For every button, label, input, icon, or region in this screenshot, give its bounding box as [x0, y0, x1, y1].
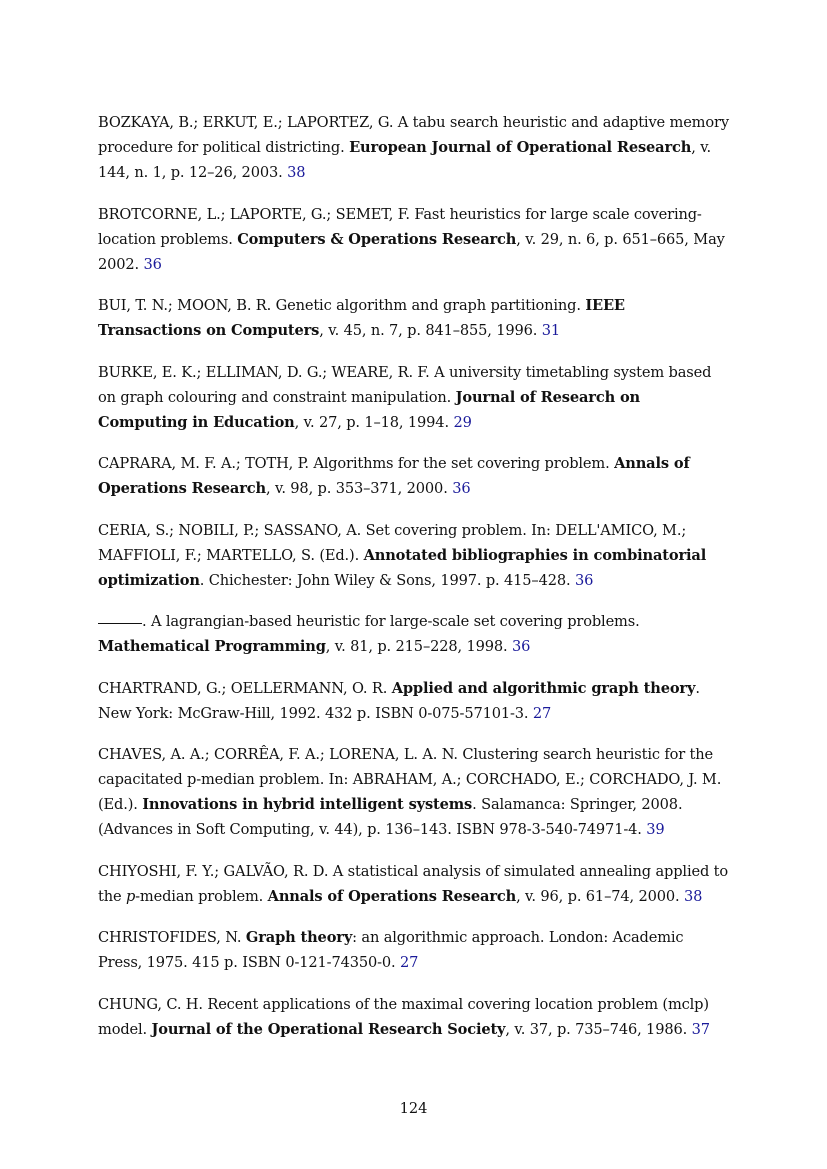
reference-authors-text: CAPRARA, M. F. A.; TOTH, P. Algorithms for the set covering problem.	[98, 455, 615, 472]
reference-authors-text: BUI, T. N.; MOON, B. R. Genetic algorithm and graph partitioning.	[98, 297, 586, 314]
math-symbol-p: p	[125, 887, 136, 905]
reference-details: , v. 96, p. 61–74, 2000.	[516, 887, 684, 905]
reference-book-title: Annotated bibliographies in combinatorial optimization	[98, 546, 707, 589]
reference-details: , v. 81, p. 215–228, 1998.	[325, 638, 512, 655]
reference-entry	[98, 859, 730, 909]
reference-authors-text: BURKE, E. K.; ELLIMAN, D. G.; WEARE, R. F. A university timetabling system based on graph colouring and constraint manipulation.	[98, 363, 712, 406]
reference-entry	[98, 925, 730, 975]
reference-journal-title: Journal of Research on Computing in Education	[98, 388, 641, 431]
back-reference-page-link[interactable]: 36	[512, 638, 531, 655]
reference-authors-text: BROTCORNE, L.; LAPORTE, G.; SEMET, F. Fast heuristics for large scale covering-location problems.	[98, 205, 702, 248]
reference-journal-title: Computers & Operations Research	[237, 230, 517, 248]
back-reference-page-link[interactable]: 31	[541, 322, 561, 339]
reference-details: , v. 144, n. 1, p. 12–26, 2003.	[98, 139, 712, 181]
reference-authors-text: CHAVES, A. A.; CORRÊA, F. A.; LORENA, L. A. N. Clustering search heuristic for the capacitated p-median problem. In: ABRAHAM, A.; CORCHADO, E.; CORCHADO, J. M. (Ed.).	[98, 746, 722, 813]
reference-entry	[98, 742, 730, 842]
back-reference-page-link[interactable]: 36	[143, 255, 162, 273]
page-number: 124	[399, 1100, 428, 1117]
reference-details: : an algorithmic approach. London: Academic Press, 1975. 415 p. ISBN 0-121-74350-0.	[98, 929, 684, 971]
reference-entry	[98, 360, 730, 435]
back-reference-page-link[interactable]: 36	[452, 480, 471, 497]
reference-journal-title: Mathematical Programming	[98, 638, 326, 655]
reference-book-title: Innovations in hybrid intelligent systems	[142, 796, 473, 813]
reference-title-text: -median problem.	[135, 887, 268, 905]
reference-authors-text: CHIYOSHI, F. Y.; GALVÃO, R. D. A statistical analysis of simulated annealing applied to the	[98, 862, 728, 905]
reference-entry	[98, 676, 730, 726]
reference-details: . New York: McGraw-Hill, 1992. 432 p. ISBN 0-075-57101-3.	[98, 679, 700, 722]
back-reference-page-link[interactable]: 39	[646, 821, 665, 838]
back-reference-page-link[interactable]: 36	[574, 571, 594, 589]
reference-details: , v. 27, p. 1–18, 1994.	[294, 413, 454, 431]
back-reference-page-link[interactable]: 38	[287, 164, 306, 181]
reference-entry	[98, 609, 730, 659]
back-reference-page-link[interactable]: 27	[400, 954, 419, 971]
reference-authors-text: CHUNG, C. H. Recent applications of the maximal covering location problem (mclp) model.	[98, 995, 709, 1038]
reference-authors-text: CHARTRAND, G.; OELLERMANN, O. R.	[98, 679, 392, 697]
reference-details: , v. 45, n. 7, p. 841–855, 1996.	[319, 322, 542, 339]
reference-details: . Salamanca: Springer, 2008. (Advances in Soft Computing, v. 44), p. 136–143. ISBN 978-3-540-74971-4.	[98, 796, 683, 838]
reference-authors-text: . A lagrangian-based heuristic for large-scale set covering problems.	[142, 613, 640, 630]
reference-journal-title: Journal of the Operational Research Society	[151, 1020, 506, 1038]
reference-entry	[98, 293, 730, 343]
reference-entry	[98, 518, 730, 593]
reference-entry	[98, 451, 730, 501]
reference-list	[98, 110, 730, 1058]
back-reference-page-link[interactable]: 37	[691, 1020, 710, 1038]
back-reference-page-link[interactable]: 27	[532, 704, 552, 722]
reference-authors-text: CERIA, S.; NOBILI, P.; SASSANO, A. Set covering problem. In: DELL'AMICO, M.; MAFFIOLI, F.; MARTELLO, S. (Ed.).	[98, 521, 687, 564]
reference-entry	[98, 992, 730, 1042]
reference-details: , v. 98, p. 353–371, 2000.	[265, 480, 453, 497]
reference-entry	[98, 202, 730, 277]
reference-details: . Chichester: John Wiley & Sons, 1997. p. 415–428.	[199, 571, 575, 589]
reference-authors-text: CHRISTOFIDES, N.	[98, 929, 246, 946]
reference-book-title: Applied and algorithmic graph theory	[391, 679, 696, 697]
reference-authors-text: BOZKAYA, B.; ERKUT, E.; LAPORTEZ, G. A tabu search heuristic and adaptive memory procedure for political districting.	[98, 114, 729, 156]
back-reference-page-link[interactable]: 38	[683, 887, 703, 905]
reference-journal-title: IEEE Transactions on Computers	[98, 297, 625, 339]
reference-journal-title: European Journal of Operational Research	[349, 139, 692, 156]
reference-journal-title: Annals of Operations Research	[98, 455, 690, 497]
reference-details: , v. 29, n. 6, p. 651–665, May 2002.	[98, 230, 725, 273]
reference-journal-title: Annals of Operations Research	[267, 887, 517, 905]
same-author-dash	[98, 623, 142, 624]
reference-details: , v. 37, p. 735–746, 1986.	[505, 1020, 692, 1038]
reference-entry	[98, 110, 730, 185]
reference-book-title: Graph theory	[245, 929, 353, 946]
back-reference-page-link[interactable]: 29	[453, 413, 472, 431]
